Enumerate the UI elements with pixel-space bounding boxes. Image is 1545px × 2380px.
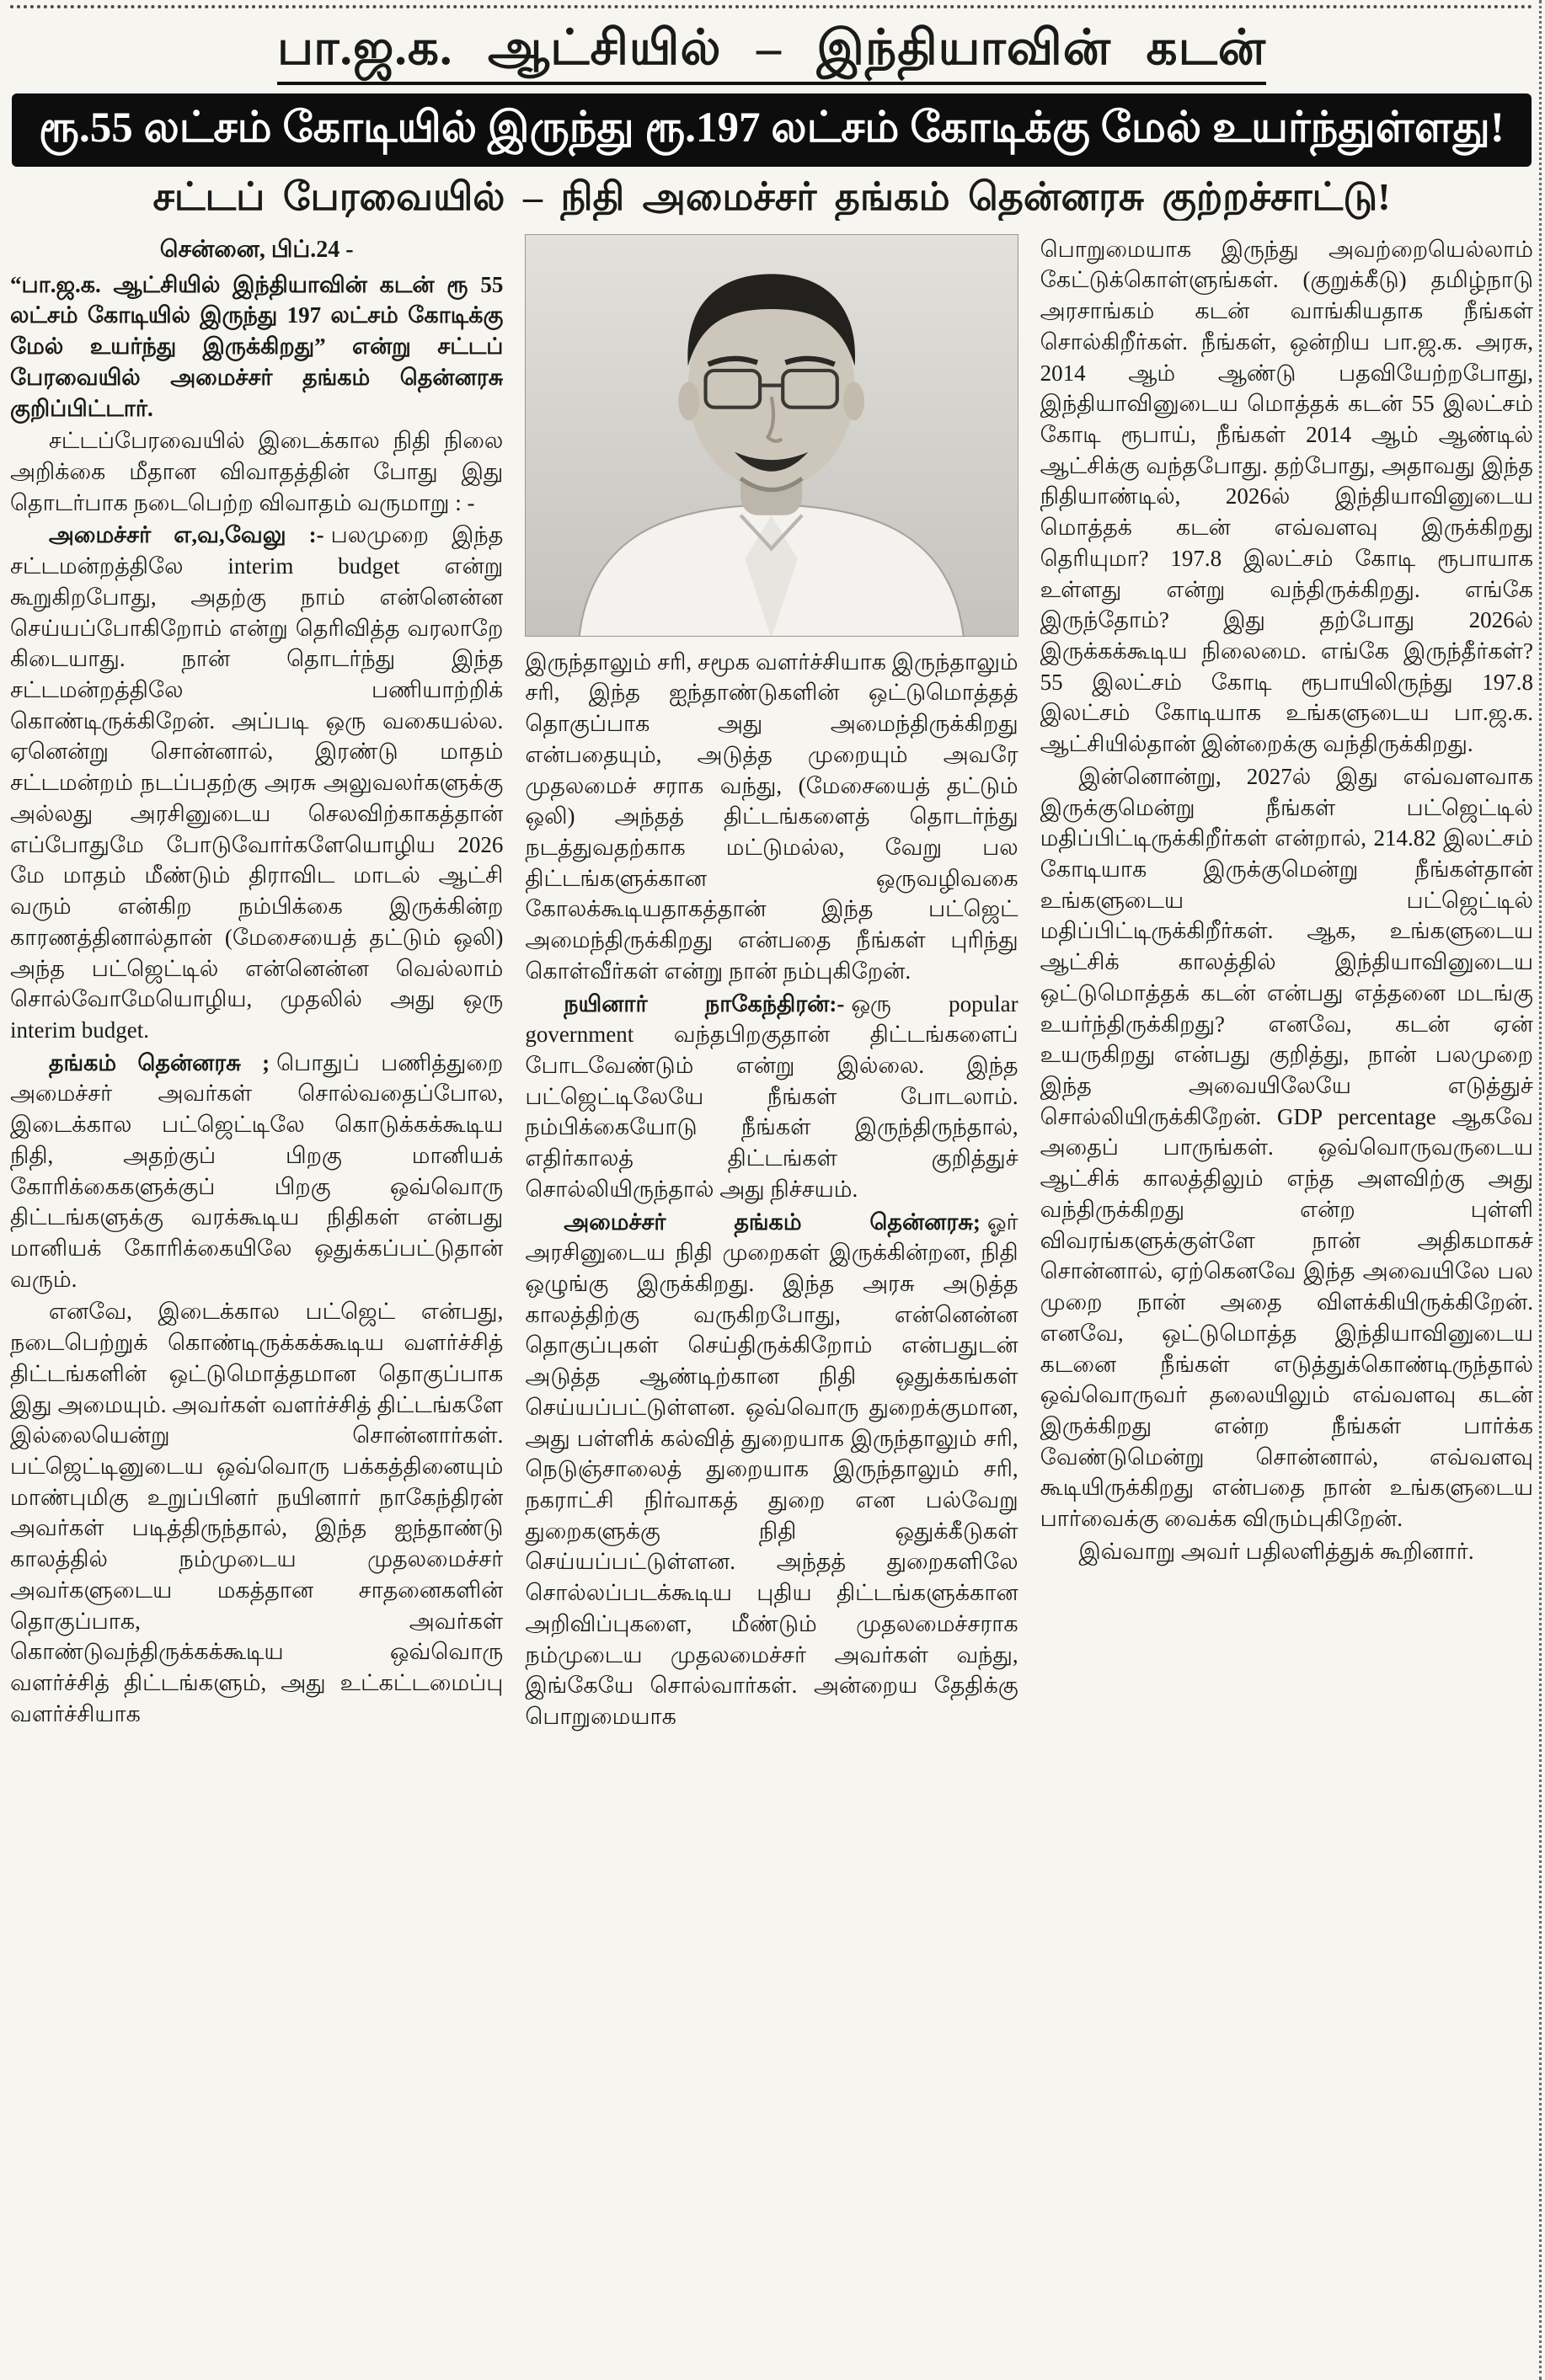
paragraph-text: “பா.ஜ.க. ஆட்சியில் இந்தியாவின் கடன் ரூ 55 லட்சம் கோடியில் இருந்து 197 லட்சம் கோடிக்கு மேல் உயர்ந்து இருக்கிறது” என்று சட்டப் பேரவையில் அமைச்சர் தங்கம் தென்னரசு குறிப்பிட்டார். (10, 271, 504, 421)
article-body (10, 234, 1533, 2373)
paragraph-speaker-thennarasu-2 (525, 1207, 1018, 1732)
headline-subtitle-text: சட்டப் பேரவையில் – நிதி அமைச்சர் தங்கம் தென்னரசு குற்றச்சாட்டு! (152, 175, 1391, 219)
headline-main-text: ரூ.55 லட்சம் கோடியில் இருந்து ரூ.197 லட்சம் கோடிக்கு மேல் உயர்ந்துள்ளது! (39, 104, 1505, 152)
paragraph-text: பொதுப் பணித்துறை அமைச்சர் அவர்கள் சொல்வதைப்போல, இடைக்கால பட்ஜெட்டிலே கொடுக்கக்கூடிய நிதி, அதற்குப் பிறகு மானியக் கோரிக்கைகளுக்குப் பிறகு ஒவ்வொரு திட்டங்களுக்கு வரக்கூடிய நிதிகள் என்பது மானியக் கோரிக்கையிலே ஒதுக்கப்பட்டுதான் வரும். (10, 1049, 504, 1292)
paragraph-speaker-velu (10, 520, 503, 1045)
paragraph-text: சட்டப்பேரவையில் இடைக்கால நிதி நிலை அறிக்கை மீதான விவாதத்தின் போது இது தொடர்பாக நடைபெற்ற விவாதம் வருமாறு : - (10, 428, 504, 515)
intro-paragraph (10, 269, 503, 424)
headline-main-strip (12, 93, 1532, 168)
paragraph (10, 425, 503, 518)
headline-subtitle (10, 173, 1533, 220)
paragraph-text: பொறுமையாக இருந்து அவற்றையெல்லாம் கேட்டுக்கொள்ளுங்கள். (குறுக்கீடு) தமிழ்நாடு அரசாங்கம் கடன் வாங்கியதாக நீங்கள் சொல்கிறீர்கள். நீங்கள், ஒன்றிய பா.ஜ.க. அரசு, 2014 ஆம் ஆண்டு பதவியேற்றபோது, இந்தியாவினுடைய மொத்தக் கடன் 55 இலட்சம் கோடி ரூபாய், நீங்கள் 2014 ஆம் ஆண்டில் ஆட்சிக்கு வந்தபோது. தற்போது, அதாவது இந்த நிதியாண்டில், 2026ல் இந்தியாவினுடைய மொத்தக் கடன் எவ்வளவு இருக்கிறது தெரியுமா? 197.8 இலட்சம் கோடி ரூபாயாக உள்ளது என்று வந்திருக்கிறது. எங்கே இருந்தோம்? இது தற்போது 2026ல் இருக்கக்கூடிய நிலைமை. எங்கே இருந்தீர்கள்? 55 இலட்சம் கோடி ரூபாயிலிருந்து 197.8 இலட்சம் கோடியாக உங்களுடைய பா.ஜ.க. ஆட்சியில்தான் இன்றைக்கு வந்திருக்கிறது. (1040, 236, 1533, 757)
paragraph-text: பலமுறை இந்த சட்டமன்றத்திலே interim budget என்று கூறுகிறபோது, அதற்கு நாம் என்னென்ன செய்யப்போகிறோம் என்று தெரிவித்த வரலாறே கிடையாது. நான் தொடர்ந்து இந்த சட்டமன்றத்திலே பணியாற்றிக் கொண்டிருக்கிறேன். அப்படி ஒரு வகையல்ல. ஏனென்று சொன்னால், இரண்டு மாதம் சட்டமன்றம் நடப்பதற்கு அரசு அலுவலர்களுக்கு அல்லது அரசினுடைய செலவிற்காகத்தான் எப்போதுமே போடுவோர்களேயொழிய 2026 மே மாதம் மீண்டும் திராவிட மாடல் ஆட்சி வரும் என்கிற நம்பிக்கை இருக்கின்ற காரணத்தினால்தான் (மேசையைத் தட்டும் ஒலி) அந்த பட்ஜெட்டில் என்னென்ன வெல்லாம் சொல்வோமேயொழிய, முதலில் அது ஒரு interim budget. (10, 522, 504, 1043)
paragraph-text: இருந்தாலும் சரி, சமூக வளர்ச்சியாக இருந்தாலும் சரி, இந்த ஐந்தாண்டுகளின் ஒட்டுமொத்தத் தொகுப்பாக அது அமைந்திருக்கிறது என்பதையும், அடுத்த முறையும் அவரே முதலமைச் சராக வந்து, (மேசையைத் தட்டும் ஒலி) அந்தத் திட்டங்களைத் தொடர்ந்து நடத்துவதற்காக மட்டுமல்ல, வேறு பல திட்டங்களுக்கான ஒருவழிவகை கோலக்கூடியதாகத்தான் இந்த பட்ஜெட் அமைந்திருக்கிறது என்பதை நீங்கள் புரிந்து கொள்வீர்கள் என்று நான் நம்புகிறேன். (525, 648, 1018, 984)
column-3 (1040, 234, 1533, 2373)
speaker-name: தங்கம் தென்னரசு ; (48, 1049, 270, 1075)
speaker-name: நயினார் நாகேந்திரன்:- (564, 990, 845, 1017)
top-dotted-rule (10, 5, 1533, 8)
paragraph-text: ஓர் அரசினுடைய நிதி முறைகள் இருக்கின்றன, நிதி ஒழுங்கு இருக்கிறது. இந்த அரசு அடுத்த காலத்திற்கு வருகிறபோது, என்னென்ன தொகுப்புகள் செய்திருக்கிறோம் என்பதுடன் அடுத்த ஆண்டிற்கான நிதி ஒதுக்கங்கள் செய்யப்பட்டுள்ளன. ஒவ்வொரு துறைக்குமான, அது பள்ளிக் கல்வித் துறையாக இருந்தாலும் சரி, நெடுஞ்சாலைத் துறையாக இருந்தாலும் சரி, நகராட்சி நிர்வாகத் துறை என பல்வேறு துறைகளுக்கு நிதி ஒதுக்கீடுகள் செய்யப்பட்டுள்ளன. அந்தத் துறைகளிலே சொல்லப்படக்கூடிய புதிய திட்டங்களுக்கான அறிவிப்புகளை, மீண்டும் முதலமைச்சராக நம்முடைய முதலமைச்சர் அவர்கள் வந்து, இங்கேயே சொல்வார்கள். அன்றைய தேதிக்கு பொறுமையாக (525, 1209, 1018, 1730)
column-1 (10, 234, 503, 2373)
paragraph-speaker-nagendran (525, 989, 1018, 1205)
headline-kicker-text: பா.ஜ.க. ஆட்சியில் – இந்தியாவின் கடன் (277, 20, 1266, 85)
minister-portrait-photo (525, 234, 1018, 637)
paragraph-speaker-thennarasu (10, 1048, 503, 1295)
paragraph (1040, 761, 1533, 1534)
portrait-photo-graphic (526, 235, 1017, 636)
paragraph (10, 1296, 503, 1729)
speaker-name: அமைச்சர் எ,வ,வேலு :- (48, 522, 324, 548)
paragraph (525, 647, 1018, 987)
paragraph-text: ஒரு popular government வந்தபிறகுதான் திட்டங்களைப் போடவேண்டும் என்று இல்லை. இந்த பட்ஜெட்டிலேயே நீங்கள் போடலாம். நம்பிக்கையோடு நீங்கள் இருந்திருந்தால், எதிர்காலத் திட்டங்கள் குறித்துச் சொல்லியிருந்தால் அது நிச்சயம். (525, 990, 1018, 1202)
paragraph-text: இவ்வாறு அவர் பதிலளித்துக் கூறினார். (1078, 1538, 1474, 1564)
paragraph (1040, 234, 1533, 760)
speaker-name: அமைச்சர் தங்கம் தென்னரசு; (564, 1209, 981, 1235)
closing-paragraph (1040, 1536, 1533, 1567)
dateline: சென்னை, பிப்.24 - (159, 236, 354, 263)
headline-kicker (10, 20, 1533, 85)
paragraph-text: எனவே, இடைக்கால பட்ஜெட் என்பது, நடைபெற்றுக் கொண்டிருக்கக்கூடிய வளர்ச்சித் திட்டங்களின் ஒட்டுமொத்தமான தொகுப்பாக இது அமையும். அவர்கள் வளர்ச்சித் திட்டங்களே இல்லையென்று சொன்னார்கள். பட்ஜெட்டினுடைய ஒவ்வொரு பக்கத்தினையும் மாண்புமிகு உறுப்பினர் நயினார் நாகேந்திரன் அவர்கள் படித்திருந்தால், இந்த ஐந்தாண்டு காலத்தில் நம்முடைய முதலமைச்சர் அவர்களுடைய மகத்தான சாதனைகளின் தொகுப்பாக, அவர்கள் கொண்டுவந்திருக்கக்கூடிய ஒவ்வொரு வளர்ச்சித் திட்டங்களும், அது உட்கட்டமைப்பு வளர்ச்சியாக (10, 1299, 504, 1726)
column-2 (525, 234, 1018, 2373)
right-dotted-rule (1539, 0, 1542, 2380)
paragraph-text: இன்னொன்று, 2027ல் இது எவ்வளவாக இருக்குமென்று நீங்கள் பட்ஜெட்டில் மதிப்பிட்டிருக்கிறீர்கள் என்றால், 214.82 இலட்சம் கோடியாக இருக்குமென்று நீங்கள்தான் உங்களுடைய பட்ஜெட்டில் மதிப்பிட்டிருக்கிறீர்கள். ஆக, உங்களுடைய ஆட்சிக் காலத்தில் இந்தியாவினுடைய ஒட்டுமொத்தக் கடன் என்பது எத்தனை மடங்கு உயர்ந்திருக்கிறது? எனவே, கடன் ஏன் உயருகிறது என்பது குறித்து, நான் பலமுறை இந்த அவையிலேயே எடுத்துச் சொல்லியிருக்கிறேன். GDP percentage ஆகவே அதைப் பாருங்கள். ஒவ்வொருவருடைய ஆட்சிக் காலத்திலும் எந்த அளவிற்கு அது வந்திருக்கிறது என்ற புள்ளி விவரங்களுக்குள்ளே நான் அதிகமாகச் சொன்னால், ஏற்கெனவே இந்த அவையிலே பல முறை நான் அதை விளக்கியிருக்கிறேன். எனவே, ஒட்டுமொத்த இந்தியாவினுடைய கடனை நீங்கள் எடுத்துக்கொண்டிருந்தால் ஒவ்வொருவர் தலையிலும் எவ்வளவு கடன் இருக்கிறது என்ற நீங்கள் பார்க்க வேண்டுமென்று சொன்னால், எவ்வளவு கூடியிருக்கிறது என்பதை நான் உங்களுடைய பார்வைக்கு வைக்க விரும்புகிறேன். (1040, 763, 1533, 1532)
